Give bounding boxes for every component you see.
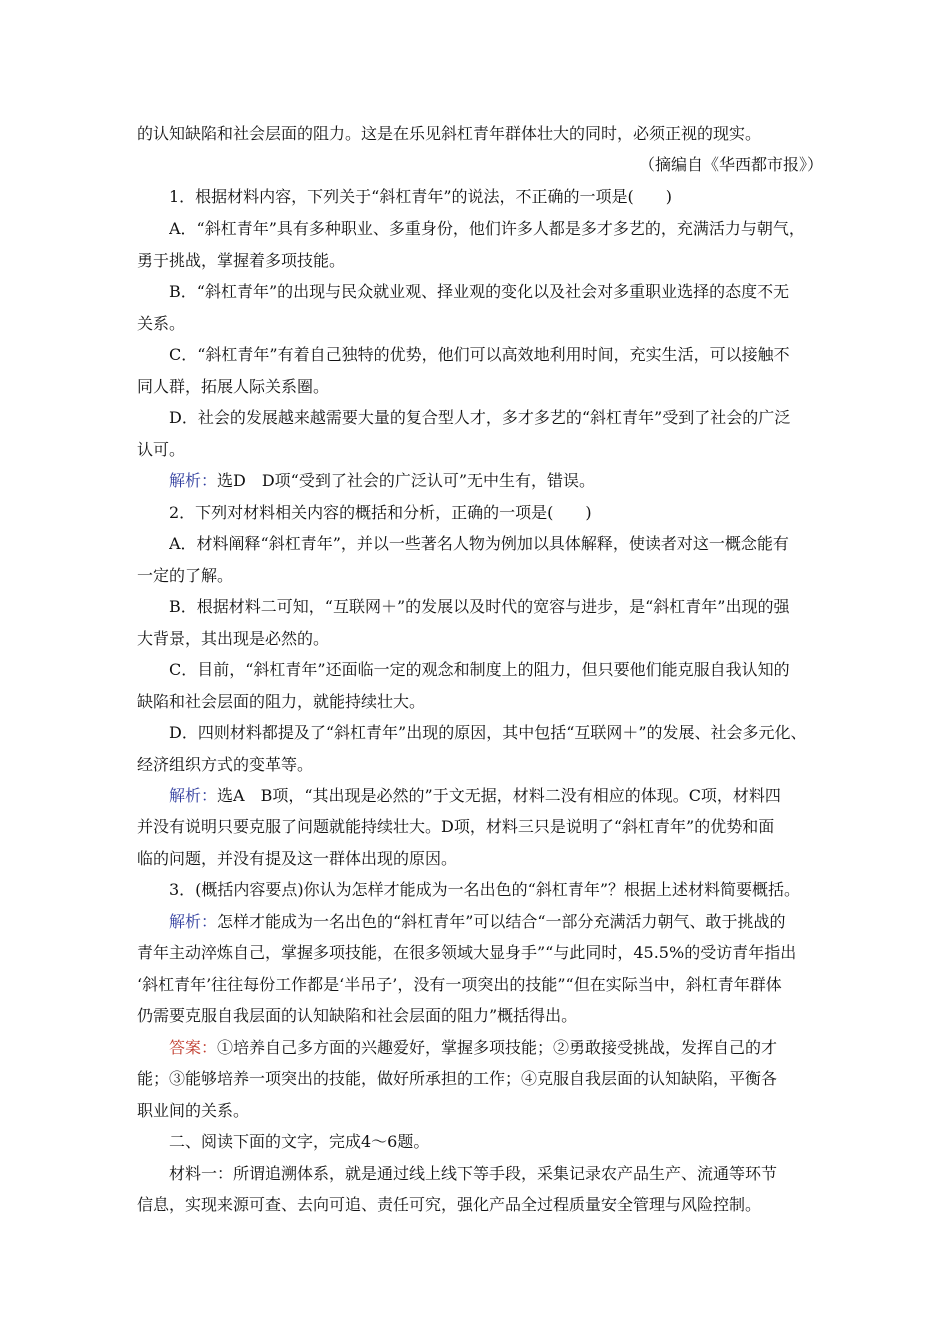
- question-3: 3．(概括内容要点)你认为怎样才能成为一名出色的“斜杠青年”？根据上述材料简要概括。: [169, 880, 801, 899]
- text-line: 临的问题，并没有提及这一群体出现的原因。: [137, 849, 458, 868]
- text-line: 同人群，拓展人际关系圈。: [137, 377, 330, 396]
- option-c: C．目前，“斜杠青年”还面临一定的观念和制度上的阻力，但只要他们能克服自我认知的: [169, 660, 790, 679]
- option-d: D．社会的发展越来越需要大量的复合型人才，多才多艺的“斜杠青年”受到了社会的广泛: [169, 408, 791, 427]
- analysis-text: 怎样才能成为一名出色的“斜杠青年”可以结合“一部分充满活力朝气、敢于挑战的: [217, 912, 786, 931]
- text-line: 大背景，其出现是必然的。: [137, 629, 330, 648]
- analysis-1: [169, 470, 827, 492]
- answer-label: 答案：: [169, 1038, 218, 1057]
- option-b: B．根据材料二可知，“互联网＋”的发展以及时代的宽容与进步，是“斜杠青年”出现的强: [169, 597, 790, 616]
- analysis-label: 解析：: [169, 786, 218, 805]
- text-line: 一定的了解。: [137, 566, 234, 585]
- option-a: A．“斜杠青年”具有多种职业、多重身份，他们许多人都是多才多艺的，充满活力与朝气，: [169, 219, 805, 238]
- option-d: D．四则材料都提及了“斜杠青年”出现的原因，其中包括“互联网＋”的发展、社会多元化、: [169, 723, 807, 742]
- option-a: A．材料阐释“斜杠青年”，并以一些著名人物为例加以具体解释，使读者对这一概念能有: [169, 534, 789, 553]
- option-c: C．“斜杠青年”有着自己独特的优势，他们可以高效地利用时间，充实生活，可以接触不: [169, 345, 790, 364]
- source-citation: （摘编自《华西都市报》）: [638, 155, 823, 174]
- text-line: ‘斜杠青年’往往每份工作都是‘半吊子’，没有一项突出的技能”“但在实际当中，斜杠青年群体: [137, 975, 782, 994]
- analysis-label: 解析：: [169, 912, 218, 931]
- question-2: 2．下列对材料相关内容的概括和分析，正确的一项是( ): [169, 503, 592, 522]
- analysis-text: 选D D项“受到了社会的广泛认可”无中生有，错误。: [217, 471, 596, 490]
- text-line: 职业间的关系。: [137, 1101, 250, 1120]
- text-line: 缺陷和社会层面的阻力，就能持续壮大。: [137, 692, 426, 711]
- analysis-label: 解析：: [169, 471, 218, 490]
- material-one: 材料一：所谓追溯体系，就是通过线上线下等手段，采集记录农产品生产、流通等环节: [169, 1164, 778, 1183]
- text-line: 关系。: [137, 314, 186, 333]
- text-line: 的认知缺陷和社会层面的阻力。这是在乐见斜杠青年群体壮大的同时，必须正视的现实。: [137, 124, 762, 143]
- text-line: 能；③能够培养一项突出的技能，做好所承担的工作；④克服自我层面的认知缺陷，平衡各: [137, 1069, 778, 1088]
- text-line: 仍需要克服自我层面的认知缺陷和社会层面的阻力”概括得出。: [137, 1006, 578, 1025]
- section-heading: 二、阅读下面的文字，完成4～6题。: [169, 1132, 430, 1151]
- answer-3: [169, 1037, 827, 1059]
- text-line: 认可。: [137, 440, 186, 459]
- text-line: 并没有说明只要克服了问题就能持续壮大。D项，材料三只是说明了“斜杠青年”的优势和面: [137, 817, 775, 836]
- analysis-2: [169, 785, 827, 807]
- analysis-3: [169, 911, 827, 933]
- text-line: 青年主动淬炼自己，掌握多项技能，在很多领域大显身手”“与此同时，45.5%的受访青年指出: [137, 943, 797, 962]
- question-1: 1．根据材料内容，下列关于“斜杠青年”的说法，不正确的一项是( ): [169, 187, 673, 206]
- text-line: 信息，实现来源可查、去向可追、责任可究，强化产品全过程质量安全管理与风险控制。: [137, 1195, 762, 1214]
- analysis-text: 选A B项，“其出现是必然的”于文无据，材料二没有相应的体现。C项，材料四: [217, 786, 781, 805]
- text-line: 经济组织方式的变革等。: [137, 755, 314, 774]
- text-line: 勇于挑战，掌握着多项技能。: [137, 251, 346, 270]
- answer-text: ①培养自己多方面的兴趣爱好，掌握多项技能；②勇敢接受挑战，发挥自己的才: [217, 1038, 778, 1057]
- option-b: B．“斜杠青年”的出现与民众就业观、择业观的变化以及社会对多重职业选择的态度不无: [169, 282, 790, 301]
